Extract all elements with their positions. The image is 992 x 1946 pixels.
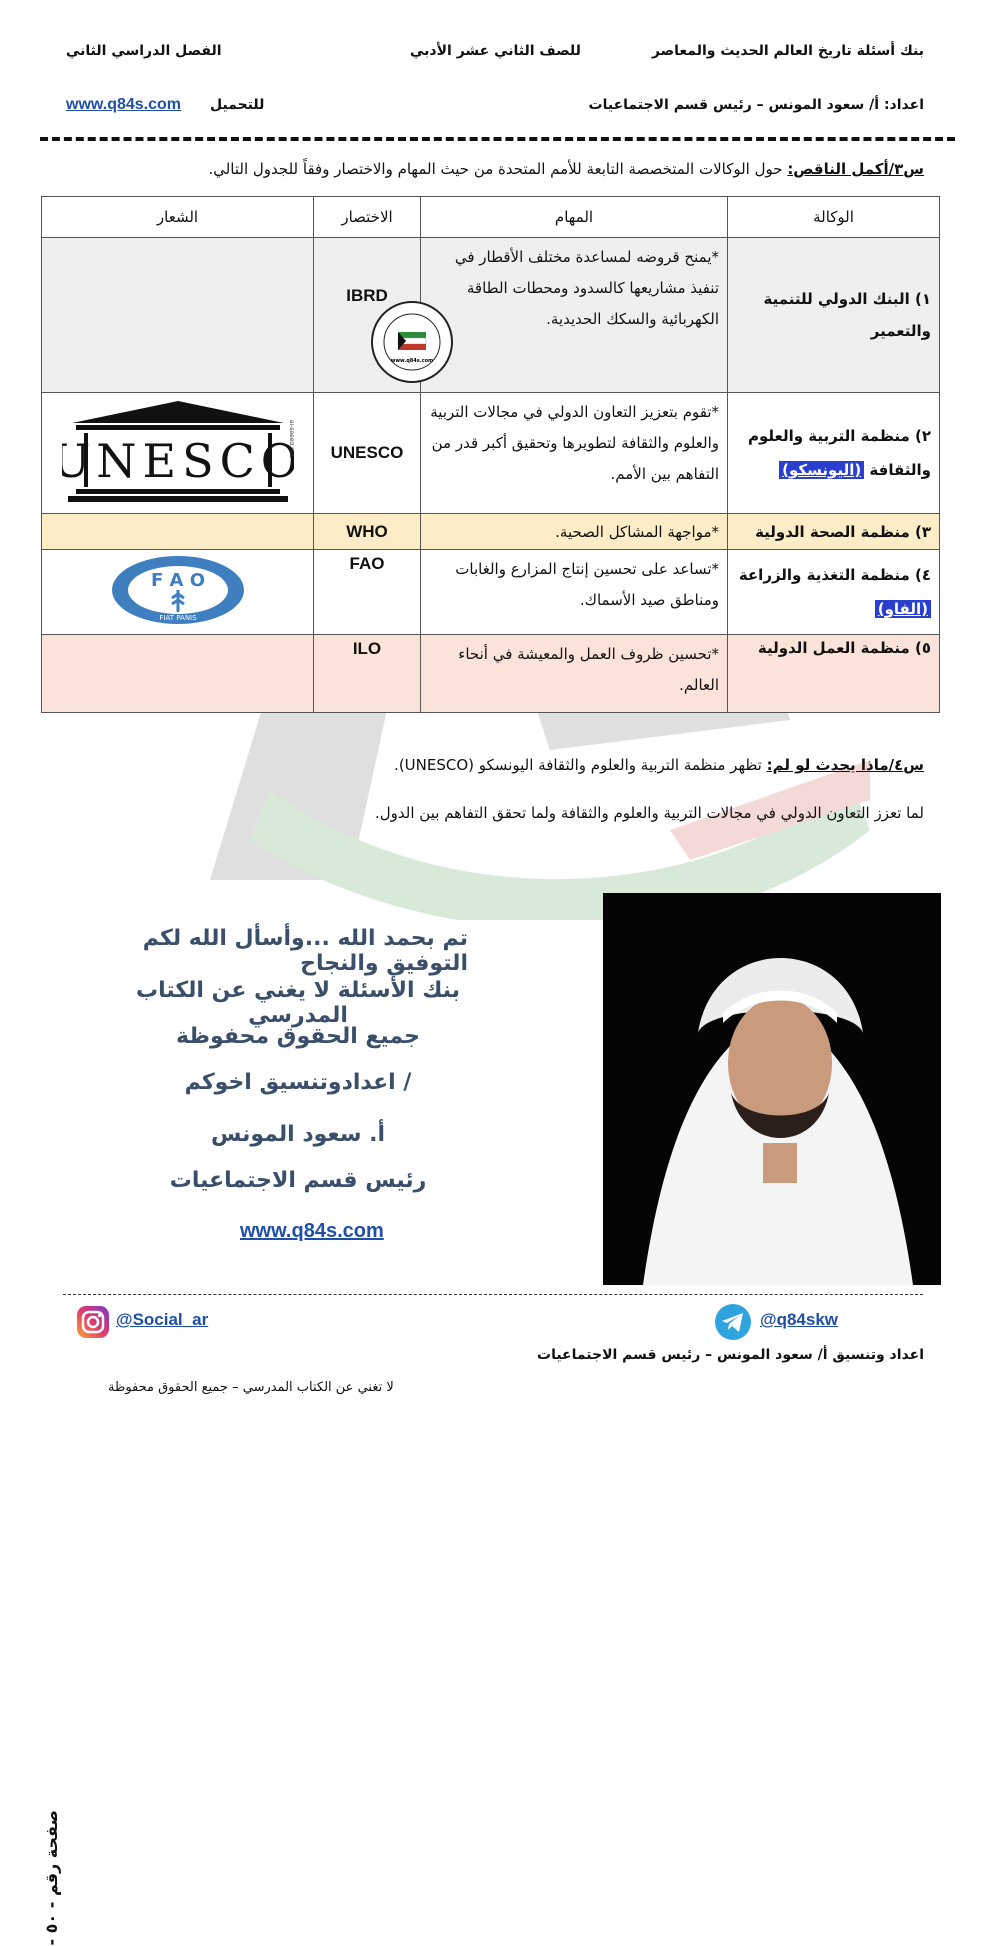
logo-cell: [42, 514, 314, 550]
unesco-site: al-saeed.net: [287, 419, 294, 457]
semester-label: الفصل الدراسي الثاني: [66, 43, 222, 59]
agency-abbr: [314, 238, 434, 393]
closing-line-6: رئيس قسم الاجتماعيات: [169, 1168, 427, 1193]
telegram-icon[interactable]: [714, 1303, 752, 1341]
closing-line-1: تم بحمد الله ...وأسأل الله لكم التوفيق والنجاح: [142, 926, 468, 976]
agency-task: *مواجهة المشاكل الصحية.: [421, 514, 728, 550]
agency-task: *يمنح قروضه لمساعدة مختلف الأقطار في تنفيذ مشاريعها كالسدود ومحطات الطاقة الكهربائية والسكك الحديدية.: [421, 238, 728, 393]
agency-name: ١) البنك الدولي للتنمية والتعمير: [728, 238, 940, 393]
telegram-handle[interactable]: @q84skw: [760, 1310, 839, 1329]
closing-line-5: أ. سعود المونس: [210, 1122, 386, 1147]
table-row: [42, 393, 940, 514]
header-abbr: الاختصار: [314, 197, 421, 238]
stamp-site: www.q84s.com: [390, 358, 434, 364]
agency-abbr-text: IBRD: [346, 286, 388, 305]
table-row: [42, 635, 940, 713]
page-number: صفحة رقم - ٥٠ -: [42, 1810, 61, 1946]
fao-logo-cell: [42, 550, 314, 635]
stamp-logo-icon: [370, 300, 454, 384]
agency-name: [728, 550, 940, 635]
fao-logo-icon: [108, 554, 248, 626]
question-4-label: س٤/ماذا يحدث لو لم:: [766, 756, 924, 774]
agency-name-highlight: (اليونسكو): [779, 461, 864, 479]
bank-title: بنك أسئلة تاريخ العالم الحديث والمعاصر: [651, 43, 924, 59]
closing-line-4: اعدادوتنسيق اخوكم /: [184, 1070, 412, 1095]
agency-name: [728, 393, 940, 514]
question-3-text: حول الوكالات المتخصصة التابعة للأمم المتحدة من حيث المهام والاختصار وفقاً للجدول التالي.: [208, 160, 788, 178]
header-tasks: المهام: [421, 197, 728, 238]
agency-task: *تحسين ظروف العمل والمعيشة في أنحاء العالم.: [421, 635, 728, 713]
closing-line-3: جميع الحقوق محفوظة: [175, 1024, 421, 1049]
unesco-logo-cell: [42, 393, 314, 514]
agency-name: ٣) منظمة الصحة الدولية: [728, 514, 940, 550]
agency-name-text: ٢) منظمة التربية والعلوم والثقافة: [747, 427, 931, 479]
fao-motto: FIAT PANIS: [158, 614, 197, 622]
closing-block: [128, 900, 468, 1270]
agencies-table: [41, 196, 940, 713]
table-header-row: [42, 197, 940, 238]
table-row: [42, 238, 940, 393]
question-4: [64, 756, 924, 774]
question-3-label: س٣/أكمل الناقص:: [787, 160, 924, 178]
agency-abbr: WHO: [314, 514, 421, 550]
site-link[interactable]: www.q84s.com: [66, 96, 181, 113]
closing-line-2: بنك الأسئلة لا يغني عن الكتاب المدرسي: [136, 978, 460, 1028]
agency-abbr: UNESCO: [314, 393, 421, 514]
table-row: [42, 514, 940, 550]
agency-task: *تساعد على تحسين إنتاج المزارع والغابات ومناطق صيد الأسماك.: [421, 550, 728, 635]
footer-divider: [63, 1294, 923, 1295]
agency-name-highlight: (الفاو): [875, 600, 931, 618]
author-photo: [603, 893, 941, 1285]
unesco-logo-text: UNESCO: [61, 434, 294, 488]
agency-name-text: ٤) منظمة التغذية والزراعة: [738, 566, 931, 584]
grade-label: للصف الثاني عشر الأدبي: [410, 43, 581, 59]
header-divider: [40, 137, 955, 141]
header-agency: الوكالة: [728, 197, 940, 238]
fao-letters: F A O: [150, 570, 205, 591]
logo-cell: [42, 635, 314, 713]
header-logo: الشعار: [42, 197, 314, 238]
instagram-icon[interactable]: [76, 1305, 110, 1339]
footer-disclaimer: لا تغني عن الكتاب المدرسي – جميع الحقوق محفوظة: [108, 1380, 394, 1395]
table-row: [42, 550, 940, 635]
question-4-answer: لما تعزز التعاون الدولي في مجالات التربية والعلوم والثقافة ولما تحقق التفاهم بين الدول.: [375, 804, 924, 822]
question-3: [64, 160, 924, 178]
agency-abbr: ILO: [314, 635, 421, 713]
unesco-logo-icon: [62, 397, 294, 505]
footer-author: اعداد وتنسيق أ/ سعود المونس – رئيس قسم الاجتماعيات: [537, 1347, 924, 1363]
question-4-text: تظهر منظمة التربية والعلوم والثقافة اليونسكو (UNESCO).: [394, 756, 767, 774]
author-line: اعداد: أ/ سعود المونس – رئيس قسم الاجتماعيات: [588, 97, 924, 113]
agency-abbr: FAO: [314, 550, 421, 635]
logo-cell: [42, 238, 314, 393]
instagram-handle[interactable]: @Social_ar: [116, 1310, 209, 1329]
closing-site-link[interactable]: www.q84s.com: [240, 1220, 384, 1242]
agency-task: *تقوم بتعزيز التعاون الدولي في مجالات التربية والعلوم والثقافة لتطويرها وتحقيق أكبر قدر من التفاهم بين الأمم.: [421, 393, 728, 514]
download-label: للتحميل: [210, 97, 265, 113]
portrait-image: [603, 893, 941, 1285]
agency-name: ٥) منظمة العمل الدولية: [728, 635, 940, 713]
